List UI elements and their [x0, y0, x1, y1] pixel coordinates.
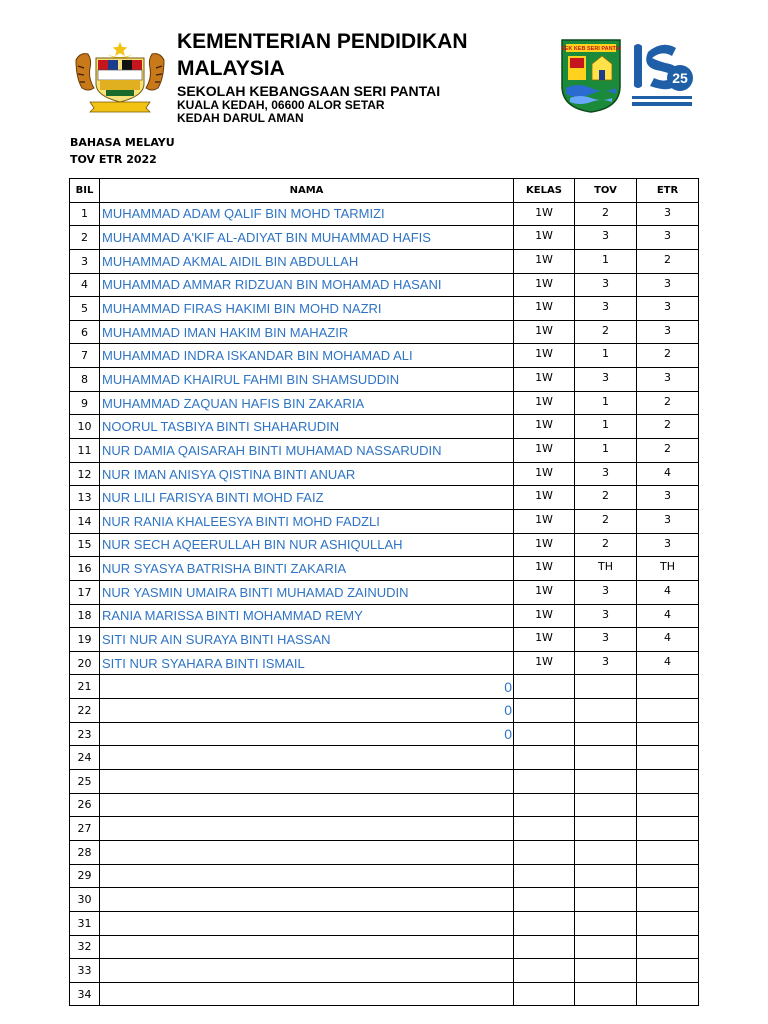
- tov-grade-cell: 3: [575, 651, 637, 675]
- tov-grade-cell: 3: [575, 297, 637, 321]
- etr-grade-cell: 3: [637, 509, 699, 533]
- tov-grade-cell: 2: [575, 320, 637, 344]
- tov-grade-cell: [575, 746, 637, 770]
- tov-grade-cell: 3: [575, 226, 637, 250]
- row-number-cell: 21: [70, 675, 100, 699]
- tov-grade-cell: 1: [575, 391, 637, 415]
- etr-grade-cell: 4: [637, 580, 699, 604]
- table-row: [70, 770, 699, 794]
- row-number-cell: 15: [70, 533, 100, 557]
- class-cell: [514, 699, 575, 723]
- student-name-cell: [100, 959, 514, 983]
- row-number-cell: 26: [70, 793, 100, 817]
- student-name-cell: NOORUL TASBIYA BINTI SHAHARUDIN: [100, 415, 514, 439]
- table-row: [70, 273, 699, 297]
- student-name-cell: 0: [100, 699, 514, 723]
- table-row: [70, 486, 699, 510]
- etr-grade-cell: 3: [637, 226, 699, 250]
- row-number-cell: 1: [70, 202, 100, 226]
- row-number-cell: 8: [70, 368, 100, 392]
- school-logo-text: SEK KEB SERI PANTAI: [561, 46, 621, 53]
- row-number-cell: 9: [70, 391, 100, 415]
- class-cell: [514, 840, 575, 864]
- row-number-cell: 11: [70, 439, 100, 463]
- student-name-cell: MUHAMMAD FIRAS HAKIMI BIN MOHD NAZRI: [100, 297, 514, 321]
- row-number-cell: 7: [70, 344, 100, 368]
- student-results-table: [69, 178, 699, 1006]
- table-row: [70, 320, 699, 344]
- student-name-cell: MUHAMMAD A'KIF AL-ADIYAT BIN MUHAMMAD HAFIS: [100, 226, 514, 250]
- row-number-cell: 20: [70, 651, 100, 675]
- student-name-cell: SITI NUR SYAHARA BINTI ISMAIL: [100, 651, 514, 675]
- student-name-cell: MUHAMMAD AMMAR RIDZUAN BIN MOHAMAD HASANI: [100, 273, 514, 297]
- etr-grade-cell: 3: [637, 202, 699, 226]
- etr-grade-cell: 2: [637, 391, 699, 415]
- row-number-cell: 22: [70, 699, 100, 723]
- table-row: [70, 675, 699, 699]
- address-line2: KEDAH DARUL AMAN: [177, 111, 304, 125]
- class-cell: [514, 722, 575, 746]
- etr-grade-cell: 2: [637, 415, 699, 439]
- class-cell: [514, 864, 575, 888]
- table-row: [70, 604, 699, 628]
- etr-grade-cell: [637, 959, 699, 983]
- row-number-cell: 28: [70, 840, 100, 864]
- tov-grade-cell: 3: [575, 368, 637, 392]
- etr-grade-cell: [637, 911, 699, 935]
- table-header-row: [70, 179, 699, 203]
- table-row: [70, 557, 699, 581]
- student-name-cell: 0: [100, 675, 514, 699]
- table-row: [70, 746, 699, 770]
- class-cell: [514, 959, 575, 983]
- class-cell: 1W: [514, 368, 575, 392]
- class-cell: 1W: [514, 344, 575, 368]
- student-name-cell: MUHAMMAD INDRA ISKANDAR BIN MOHAMAD ALI: [100, 344, 514, 368]
- etr-grade-cell: 4: [637, 604, 699, 628]
- etr-grade-cell: 4: [637, 651, 699, 675]
- class-cell: 1W: [514, 509, 575, 533]
- row-number-cell: 17: [70, 580, 100, 604]
- tov-grade-cell: 2: [575, 533, 637, 557]
- class-cell: [514, 982, 575, 1006]
- class-cell: 1W: [514, 226, 575, 250]
- row-number-cell: 16: [70, 557, 100, 581]
- student-name-cell: [100, 982, 514, 1006]
- row-number-cell: 29: [70, 864, 100, 888]
- etr-grade-cell: [637, 722, 699, 746]
- tov-grade-cell: [575, 959, 637, 983]
- etr-grade-cell: 3: [637, 273, 699, 297]
- student-name-cell: MUHAMMAD AKMAL AIDIL BIN ABDULLAH: [100, 249, 514, 273]
- tov-grade-cell: TH: [575, 557, 637, 581]
- table-row: [70, 982, 699, 1006]
- row-number-cell: 23: [70, 722, 100, 746]
- table-row: [70, 509, 699, 533]
- etr-grade-cell: [637, 675, 699, 699]
- etr-grade-cell: [637, 888, 699, 912]
- tov-grade-cell: [575, 840, 637, 864]
- table-row: [70, 226, 699, 250]
- row-number-cell: 10: [70, 415, 100, 439]
- row-number-cell: 12: [70, 462, 100, 486]
- student-name-cell: [100, 888, 514, 912]
- class-cell: 1W: [514, 557, 575, 581]
- row-number-cell: 32: [70, 935, 100, 959]
- class-cell: [514, 911, 575, 935]
- student-name-cell: NUR LILI FARISYA BINTI MOHD FAIZ: [100, 486, 514, 510]
- tov-grade-cell: 1: [575, 415, 637, 439]
- tov-grade-cell: [575, 935, 637, 959]
- row-number-cell: 6: [70, 320, 100, 344]
- etr-grade-cell: [637, 770, 699, 794]
- table-row: [70, 628, 699, 652]
- etr-grade-cell: [637, 840, 699, 864]
- student-name-cell: [100, 935, 514, 959]
- row-number-cell: 18: [70, 604, 100, 628]
- tov-grade-cell: 3: [575, 462, 637, 486]
- student-name-cell: [100, 793, 514, 817]
- tov-grade-cell: 1: [575, 439, 637, 463]
- row-number-cell: 5: [70, 297, 100, 321]
- tov-grade-cell: [575, 911, 637, 935]
- row-number-cell: 27: [70, 817, 100, 841]
- etr-grade-cell: [637, 817, 699, 841]
- table-row: [70, 864, 699, 888]
- table-row: [70, 344, 699, 368]
- etr-grade-cell: 4: [637, 628, 699, 652]
- student-name-cell: MUHAMMAD ADAM QALIF BIN MOHD TARMIZI: [100, 202, 514, 226]
- student-name-cell: [100, 817, 514, 841]
- column-header-nama: NAMA: [100, 179, 514, 203]
- tov-grade-cell: 1: [575, 249, 637, 273]
- etr-grade-cell: TH: [637, 557, 699, 581]
- anniversary-logo-icon: [626, 38, 698, 114]
- address-line1: KUALA KEDAH, 06600 ALOR SETAR: [177, 98, 385, 112]
- school-logo-icon: [560, 38, 622, 114]
- row-number-cell: 19: [70, 628, 100, 652]
- table-row: [70, 249, 699, 273]
- student-name-cell: [100, 770, 514, 794]
- student-name-cell: [100, 840, 514, 864]
- table-row: [70, 297, 699, 321]
- ministry-title: [177, 28, 468, 82]
- etr-grade-cell: 3: [637, 320, 699, 344]
- etr-grade-cell: [637, 982, 699, 1006]
- class-cell: 1W: [514, 202, 575, 226]
- class-cell: [514, 935, 575, 959]
- student-name-cell: NUR DAMIA QAISARAH BINTI MUHAMAD NASSARUDIN: [100, 439, 514, 463]
- row-number-cell: 33: [70, 959, 100, 983]
- row-number-cell: 4: [70, 273, 100, 297]
- etr-grade-cell: [637, 864, 699, 888]
- table-row: [70, 888, 699, 912]
- tov-grade-cell: 2: [575, 486, 637, 510]
- table-row: [70, 935, 699, 959]
- class-cell: 1W: [514, 628, 575, 652]
- class-cell: [514, 675, 575, 699]
- malaysia-coat-of-arms-icon: [70, 40, 170, 114]
- tov-grade-cell: [575, 722, 637, 746]
- student-name-cell: NUR IMAN ANISYA QISTINA BINTI ANUAR: [100, 462, 514, 486]
- table-row: [70, 722, 699, 746]
- table-row: [70, 368, 699, 392]
- class-cell: [514, 793, 575, 817]
- tov-grade-cell: 3: [575, 604, 637, 628]
- etr-grade-cell: 3: [637, 297, 699, 321]
- student-name-cell: [100, 864, 514, 888]
- row-number-cell: 14: [70, 509, 100, 533]
- student-name-cell: NUR SECH AQEERULLAH BIN NUR ASHIQULLAH: [100, 533, 514, 557]
- column-header-etr: ETR: [637, 179, 699, 203]
- table-row: [70, 202, 699, 226]
- table-row: [70, 580, 699, 604]
- table-row: [70, 439, 699, 463]
- tov-grade-cell: [575, 817, 637, 841]
- student-name-cell: MUHAMMAD ZAQUAN HAFIS BIN ZAKARIA: [100, 391, 514, 415]
- subject-label: BAHASA MELAYU: [70, 136, 175, 149]
- class-cell: 1W: [514, 297, 575, 321]
- student-name-cell: NUR RANIA KHALEESYA BINTI MOHD FADZLI: [100, 509, 514, 533]
- school-address: [177, 99, 385, 125]
- row-number-cell: 2: [70, 226, 100, 250]
- etr-grade-cell: [637, 793, 699, 817]
- etr-grade-cell: [637, 935, 699, 959]
- row-number-cell: 25: [70, 770, 100, 794]
- table-row: [70, 911, 699, 935]
- class-cell: 1W: [514, 391, 575, 415]
- class-cell: 1W: [514, 462, 575, 486]
- class-cell: 1W: [514, 415, 575, 439]
- tov-grade-cell: [575, 864, 637, 888]
- row-number-cell: 24: [70, 746, 100, 770]
- row-number-cell: 30: [70, 888, 100, 912]
- class-cell: 1W: [514, 439, 575, 463]
- table-row: [70, 840, 699, 864]
- class-cell: 1W: [514, 580, 575, 604]
- tov-grade-cell: 2: [575, 202, 637, 226]
- etr-grade-cell: 3: [637, 533, 699, 557]
- table-row: [70, 415, 699, 439]
- student-name-cell: RANIA MARISSA BINTI MOHAMMAD REMY: [100, 604, 514, 628]
- student-name-cell: [100, 911, 514, 935]
- tov-grade-cell: [575, 699, 637, 723]
- tov-grade-cell: 1: [575, 344, 637, 368]
- column-header-bil: BIL: [70, 179, 100, 203]
- table-row: [70, 699, 699, 723]
- tov-grade-cell: 3: [575, 628, 637, 652]
- tov-grade-cell: [575, 888, 637, 912]
- exam-label: TOV ETR 2022: [70, 153, 157, 166]
- tov-grade-cell: 2: [575, 509, 637, 533]
- etr-grade-cell: 3: [637, 368, 699, 392]
- etr-grade-cell: 2: [637, 344, 699, 368]
- class-cell: 1W: [514, 486, 575, 510]
- school-name: SEKOLAH KEBANGSAAN SERI PANTAI: [177, 83, 441, 99]
- tov-grade-cell: 3: [575, 273, 637, 297]
- class-cell: 1W: [514, 604, 575, 628]
- anniversary-number: 25: [672, 70, 688, 86]
- tov-grade-cell: 3: [575, 580, 637, 604]
- student-name-cell: SITI NUR AIN SURAYA BINTI HASSAN: [100, 628, 514, 652]
- class-cell: 1W: [514, 320, 575, 344]
- row-number-cell: 31: [70, 911, 100, 935]
- row-number-cell: 3: [70, 249, 100, 273]
- ministry-title-line2: MALAYSIA: [177, 57, 285, 80]
- etr-grade-cell: 3: [637, 486, 699, 510]
- class-cell: [514, 746, 575, 770]
- class-cell: [514, 817, 575, 841]
- table-row: [70, 817, 699, 841]
- table-row: [70, 462, 699, 486]
- student-name-cell: NUR SYASYA BATRISHA BINTI ZAKARIA: [100, 557, 514, 581]
- row-number-cell: 13: [70, 486, 100, 510]
- class-cell: [514, 888, 575, 912]
- table-row: [70, 793, 699, 817]
- ministry-title-line1: KEMENTERIAN PENDIDIKAN: [177, 30, 468, 53]
- tov-grade-cell: [575, 982, 637, 1006]
- class-cell: 1W: [514, 533, 575, 557]
- etr-grade-cell: [637, 699, 699, 723]
- etr-grade-cell: 4: [637, 462, 699, 486]
- class-cell: 1W: [514, 273, 575, 297]
- document-header: [0, 0, 768, 130]
- table-row: [70, 651, 699, 675]
- student-name-cell: 0: [100, 722, 514, 746]
- column-header-kelas: KELAS: [514, 179, 575, 203]
- class-cell: [514, 770, 575, 794]
- student-name-cell: MUHAMMAD KHAIRUL FAHMI BIN SHAMSUDDIN: [100, 368, 514, 392]
- tov-grade-cell: [575, 675, 637, 699]
- tov-grade-cell: [575, 770, 637, 794]
- class-cell: 1W: [514, 249, 575, 273]
- table-row: [70, 533, 699, 557]
- etr-grade-cell: 2: [637, 439, 699, 463]
- table-row: [70, 391, 699, 415]
- class-cell: 1W: [514, 651, 575, 675]
- student-name-cell: NUR YASMIN UMAIRA BINTI MUHAMAD ZAINUDIN: [100, 580, 514, 604]
- row-number-cell: 34: [70, 982, 100, 1006]
- etr-grade-cell: 2: [637, 249, 699, 273]
- student-name-cell: MUHAMMAD IMAN HAKIM BIN MAHAZIR: [100, 320, 514, 344]
- tov-grade-cell: [575, 793, 637, 817]
- column-header-tov: TOV: [575, 179, 637, 203]
- table-row: [70, 959, 699, 983]
- etr-grade-cell: [637, 746, 699, 770]
- student-name-cell: [100, 746, 514, 770]
